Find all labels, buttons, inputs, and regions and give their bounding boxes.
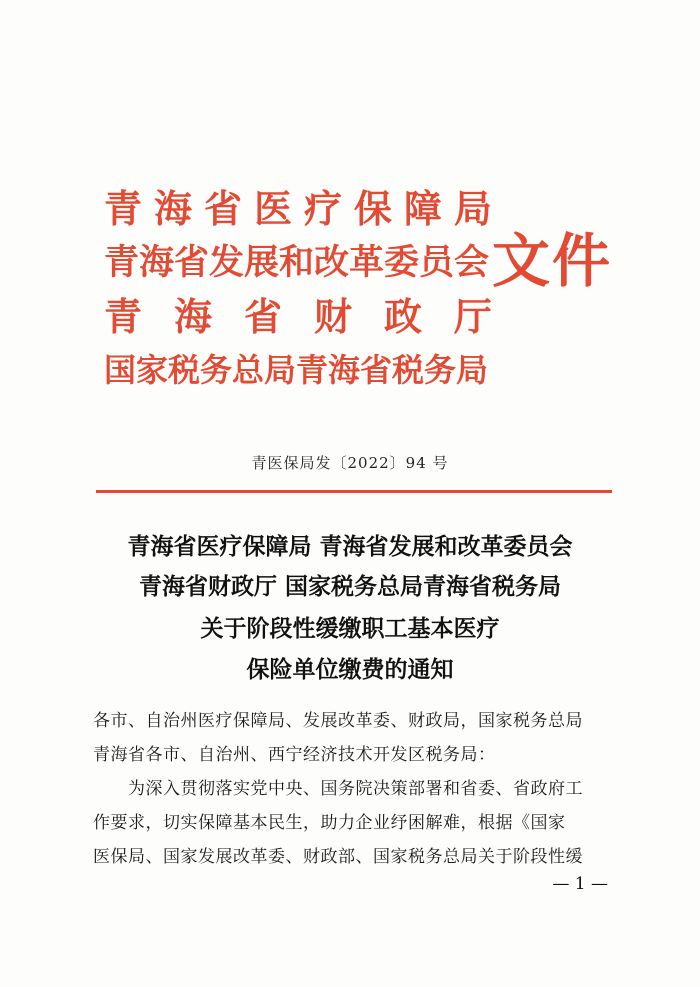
issuer-char: 省 <box>203 186 242 231</box>
document-number: 青医保局发〔2022〕94 号 <box>251 454 449 472</box>
issuer-char: 政 <box>383 294 422 339</box>
issuer-char: 障 <box>403 186 442 231</box>
issuer-char: 海 <box>173 294 212 339</box>
issuer-char: 疗 <box>303 186 342 231</box>
title-line-2: 青海省财政厅 国家税务总局青海省税务局 <box>138 574 561 600</box>
issuer-char: 医 <box>253 186 292 231</box>
addressee-line-1: 各市、自治州医疗保障局、发展改革委、财政局，国家税务总局 <box>93 711 583 731</box>
issuer-char: 厅 <box>453 294 492 339</box>
issuer-medical-security <box>104 186 492 232</box>
issuer-development-reform: 青海省发展和改革委员会 <box>104 242 490 283</box>
issuer-char: 青 <box>104 294 143 339</box>
title-line-4: 保险单位缴费的通知 <box>246 657 454 683</box>
issuer-char: 青 <box>104 186 143 231</box>
issuer-char: 省 <box>243 294 282 339</box>
paragraph-line-1: 为深入贯彻落实党中央、国务院决策部署和省委、省政府工 <box>128 779 583 799</box>
page-number: — 1 — <box>552 874 608 894</box>
red-divider <box>96 490 612 493</box>
issuer-char: 财 <box>313 294 352 339</box>
issuer-char: 局 <box>453 186 492 231</box>
issuer-tax-bureau: 国家税务总局青海省税务局 <box>104 351 489 389</box>
paragraph-line-3: 医保局、国家发展改革委、财政部、国家税务总局关于阶段性缓 <box>93 847 583 867</box>
title-line-1: 青海省医疗保障局 青海省发展和改革委员会 <box>127 534 573 560</box>
issuer-char: 保 <box>353 186 392 231</box>
issuer-char: 海 <box>153 186 192 231</box>
paragraph-line-2: 作要求，切实保障基本民生，助力企业纾困解难，根据《国家 <box>93 813 566 833</box>
issuer-finance <box>104 294 492 340</box>
addressee-line-2: 青海省各市、自治州、西宁经济技术开发区税务局： <box>93 745 496 765</box>
doc-type-label: 文件 <box>492 227 613 295</box>
title-line-3: 关于阶段性缓缴职工基本医疗 <box>200 616 500 642</box>
